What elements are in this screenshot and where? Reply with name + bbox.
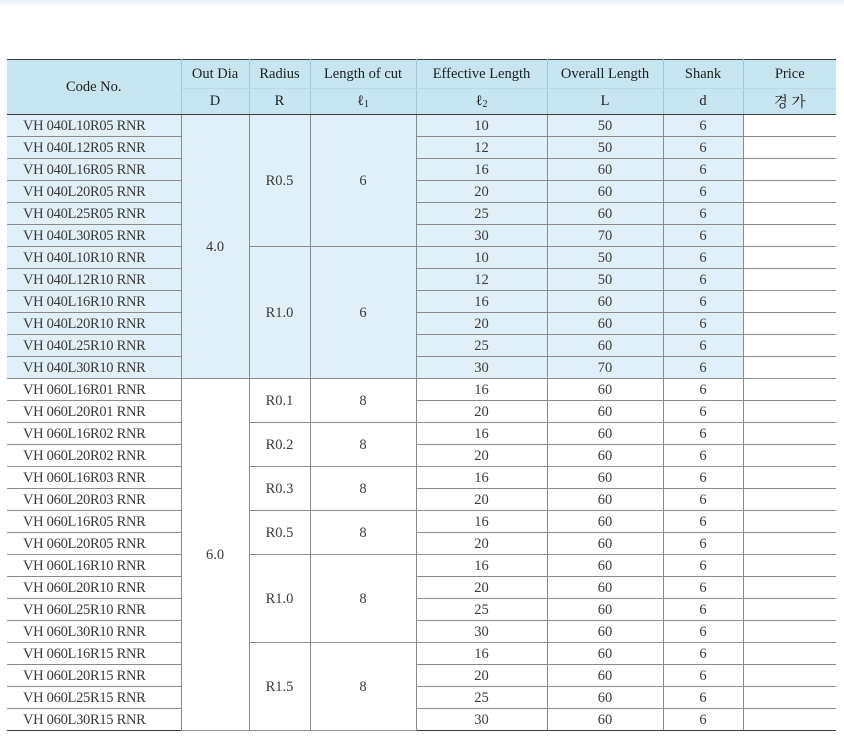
effective-length-cell: 10	[416, 115, 547, 137]
code-cell: VH 060L20R05 RNR	[7, 533, 181, 555]
shank-cell: 6	[663, 115, 743, 137]
code-cell: VH 060L16R03 RNR	[7, 467, 181, 489]
table-row	[7, 423, 836, 445]
table-row	[7, 687, 836, 709]
effective-length-cell: 30	[416, 621, 547, 643]
table-row	[7, 115, 836, 137]
ell-symbol: ℓ	[475, 93, 483, 109]
price-cell	[743, 489, 836, 511]
radius-cell: R0.3	[249, 467, 310, 511]
length-of-cut-cell: 8	[310, 379, 416, 423]
table-row	[7, 159, 836, 181]
radius-cell: R0.1	[249, 379, 310, 423]
code-cell: VH 060L20R15 RNR	[7, 665, 181, 687]
price-cell	[743, 115, 836, 137]
overall-length-cell: 60	[547, 621, 663, 643]
top-decorative-band	[0, 0, 844, 6]
overall-length-cell: 50	[547, 269, 663, 291]
radius-cell: R0.5	[249, 511, 310, 555]
table-row	[7, 225, 836, 247]
table-row	[7, 379, 836, 401]
effective-length-cell: 20	[416, 489, 547, 511]
length-of-cut-cell: 6	[310, 115, 416, 247]
price-cell	[743, 379, 836, 401]
shank-cell: 6	[663, 467, 743, 489]
overall-length-cell: 50	[547, 137, 663, 159]
code-cell: VH 060L20R01 RNR	[7, 401, 181, 423]
effective-length-cell: 30	[416, 709, 547, 731]
price-cell	[743, 621, 836, 643]
price-cell	[743, 423, 836, 445]
shank-cell: 6	[663, 489, 743, 511]
code-cell: VH 060L16R10 RNR	[7, 555, 181, 577]
shank-cell: 6	[663, 533, 743, 555]
code-cell: VH 060L16R05 RNR	[7, 511, 181, 533]
price-cell	[743, 555, 836, 577]
length-of-cut-cell: 6	[310, 247, 416, 379]
code-cell: VH 040L30R10 RNR	[7, 357, 181, 379]
length-of-cut-cell: 8	[310, 643, 416, 731]
effective-length-cell: 30	[416, 357, 547, 379]
effective-length-cell: 20	[416, 181, 547, 203]
overall-length-cell: 60	[547, 203, 663, 225]
effective-length-cell: 20	[416, 533, 547, 555]
code-cell: VH 060L25R10 RNR	[7, 599, 181, 621]
shank-cell: 6	[663, 247, 743, 269]
header-overall-length-symbol: L	[547, 89, 663, 115]
out-dia-cell: 6.0	[181, 379, 249, 731]
effective-length-cell: 16	[416, 379, 547, 401]
effective-length-cell: 25	[416, 687, 547, 709]
header-shank-symbol: d	[663, 89, 743, 115]
price-cell	[743, 181, 836, 203]
table-row	[7, 599, 836, 621]
shank-cell: 6	[663, 291, 743, 313]
header-out-dia: Out Dia	[181, 60, 249, 89]
table-body	[7, 115, 836, 731]
effective-length-cell: 16	[416, 291, 547, 313]
code-cell: VH 040L16R10 RNR	[7, 291, 181, 313]
overall-length-cell: 60	[547, 335, 663, 357]
effective-length-cell: 25	[416, 599, 547, 621]
effective-length-cell: 12	[416, 269, 547, 291]
effective-length-cell: 16	[416, 643, 547, 665]
table-row	[7, 467, 836, 489]
table-row	[7, 489, 836, 511]
shank-cell: 6	[663, 423, 743, 445]
shank-cell: 6	[663, 665, 743, 687]
price-cell	[743, 137, 836, 159]
shank-cell: 6	[663, 511, 743, 533]
overall-length-cell: 60	[547, 599, 663, 621]
shank-cell: 6	[663, 225, 743, 247]
shank-cell: 6	[663, 203, 743, 225]
code-cell: VH 060L30R15 RNR	[7, 709, 181, 731]
overall-length-cell: 60	[547, 291, 663, 313]
header-effective-length-symbol	[416, 89, 547, 115]
table-row	[7, 709, 836, 731]
price-cell	[743, 467, 836, 489]
table-row	[7, 291, 836, 313]
header-code-no: Code No.	[7, 60, 181, 115]
overall-length-cell: 60	[547, 577, 663, 599]
overall-length-cell: 60	[547, 533, 663, 555]
code-cell: VH 060L20R02 RNR	[7, 445, 181, 467]
table-row	[7, 577, 836, 599]
code-cell: VH 040L20R10 RNR	[7, 313, 181, 335]
code-cell: VH 040L12R05 RNR	[7, 137, 181, 159]
shank-cell: 6	[663, 555, 743, 577]
length-of-cut-cell: 8	[310, 555, 416, 643]
price-cell	[743, 577, 836, 599]
table-row	[7, 621, 836, 643]
overall-length-cell: 60	[547, 643, 663, 665]
price-cell	[743, 511, 836, 533]
table-row	[7, 313, 836, 335]
overall-length-cell: 60	[547, 181, 663, 203]
code-cell: VH 060L16R02 RNR	[7, 423, 181, 445]
shank-cell: 6	[663, 445, 743, 467]
price-cell	[743, 247, 836, 269]
overall-length-cell: 60	[547, 665, 663, 687]
price-cell	[743, 687, 836, 709]
price-cell	[743, 291, 836, 313]
price-cell	[743, 665, 836, 687]
effective-length-cell: 16	[416, 423, 547, 445]
overall-length-cell: 60	[547, 379, 663, 401]
effective-length-cell: 16	[416, 511, 547, 533]
code-cell: VH 060L25R15 RNR	[7, 687, 181, 709]
effective-length-cell: 10	[416, 247, 547, 269]
radius-cell: R0.2	[249, 423, 310, 467]
length-of-cut-cell: 8	[310, 467, 416, 511]
table-row	[7, 137, 836, 159]
table-row	[7, 247, 836, 269]
code-cell: VH 060L20R03 RNR	[7, 489, 181, 511]
shank-cell: 6	[663, 357, 743, 379]
code-cell: VH 040L25R10 RNR	[7, 335, 181, 357]
overall-length-cell: 50	[547, 247, 663, 269]
table-row	[7, 203, 836, 225]
header-shank: Shank	[663, 60, 743, 89]
effective-length-cell: 30	[416, 225, 547, 247]
header-radius-symbol: R	[249, 89, 310, 115]
code-cell: VH 060L16R01 RNR	[7, 379, 181, 401]
price-cell	[743, 643, 836, 665]
price-cell	[743, 709, 836, 731]
table-row	[7, 665, 836, 687]
code-cell: VH 040L25R05 RNR	[7, 203, 181, 225]
shank-cell: 6	[663, 621, 743, 643]
price-cell	[743, 401, 836, 423]
table-header	[7, 60, 836, 115]
subscript: 2	[482, 99, 488, 110]
effective-length-cell: 20	[416, 577, 547, 599]
shank-cell: 6	[663, 269, 743, 291]
effective-length-cell: 20	[416, 401, 547, 423]
overall-length-cell: 60	[547, 555, 663, 577]
radius-cell: R0.5	[249, 115, 310, 247]
effective-length-cell: 16	[416, 159, 547, 181]
table-row	[7, 643, 836, 665]
effective-length-cell: 20	[416, 665, 547, 687]
ell-symbol: ℓ	[357, 93, 364, 109]
overall-length-cell: 60	[547, 313, 663, 335]
table-row	[7, 511, 836, 533]
price-cell	[743, 357, 836, 379]
shank-cell: 6	[663, 181, 743, 203]
table-row	[7, 445, 836, 467]
table-row	[7, 357, 836, 379]
code-cell: VH 040L10R05 RNR	[7, 115, 181, 137]
price-cell	[743, 445, 836, 467]
effective-length-cell: 25	[416, 203, 547, 225]
table-row	[7, 181, 836, 203]
effective-length-cell: 12	[416, 137, 547, 159]
overall-length-cell: 60	[547, 445, 663, 467]
header-out-dia-symbol: D	[181, 89, 249, 115]
overall-length-cell: 60	[547, 159, 663, 181]
radius-cell: R1.5	[249, 643, 310, 731]
code-cell: VH 040L30R05 RNR	[7, 225, 181, 247]
spec-table	[7, 59, 836, 731]
length-of-cut-cell: 8	[310, 511, 416, 555]
price-cell	[743, 335, 836, 357]
header-length-of-cut: Length of cut	[310, 60, 416, 89]
effective-length-cell: 20	[416, 313, 547, 335]
radius-cell: R1.0	[249, 247, 310, 379]
shank-cell: 6	[663, 687, 743, 709]
effective-length-cell: 20	[416, 445, 547, 467]
overall-length-cell: 60	[547, 511, 663, 533]
price-cell	[743, 225, 836, 247]
overall-length-cell: 70	[547, 225, 663, 247]
price-cell	[743, 533, 836, 555]
radius-cell: R1.0	[249, 555, 310, 643]
overall-length-cell: 60	[547, 489, 663, 511]
header-effective-length: Effective Length	[416, 60, 547, 89]
price-cell	[743, 159, 836, 181]
effective-length-cell: 25	[416, 335, 547, 357]
header-radius: Radius	[249, 60, 310, 89]
overall-length-cell: 50	[547, 115, 663, 137]
code-cell: VH 040L20R05 RNR	[7, 181, 181, 203]
overall-length-cell: 70	[547, 357, 663, 379]
shank-cell: 6	[663, 379, 743, 401]
table-row	[7, 335, 836, 357]
shank-cell: 6	[663, 137, 743, 159]
shank-cell: 6	[663, 577, 743, 599]
shank-cell: 6	[663, 599, 743, 621]
table-row	[7, 269, 836, 291]
code-cell: VH 040L12R10 RNR	[7, 269, 181, 291]
code-cell: VH 040L16R05 RNR	[7, 159, 181, 181]
shank-cell: 6	[663, 709, 743, 731]
table-row	[7, 401, 836, 423]
overall-length-cell: 60	[547, 709, 663, 731]
overall-length-cell: 60	[547, 423, 663, 445]
code-cell: VH 040L10R10 RNR	[7, 247, 181, 269]
shank-cell: 6	[663, 643, 743, 665]
header-price: Price	[743, 60, 836, 89]
header-length-of-cut-symbol	[310, 89, 416, 115]
price-cell	[743, 313, 836, 335]
out-dia-cell: 4.0	[181, 115, 249, 379]
shank-cell: 6	[663, 401, 743, 423]
price-cell	[743, 269, 836, 291]
shank-cell: 6	[663, 335, 743, 357]
effective-length-cell: 16	[416, 555, 547, 577]
effective-length-cell: 16	[416, 467, 547, 489]
code-cell: VH 060L20R10 RNR	[7, 577, 181, 599]
price-cell	[743, 599, 836, 621]
overall-length-cell: 60	[547, 467, 663, 489]
table-row	[7, 533, 836, 555]
table-row	[7, 555, 836, 577]
subscript: 1	[363, 99, 369, 110]
shank-cell: 6	[663, 313, 743, 335]
shank-cell: 6	[663, 159, 743, 181]
overall-length-cell: 60	[547, 687, 663, 709]
price-cell	[743, 203, 836, 225]
length-of-cut-cell: 8	[310, 423, 416, 467]
header-price-subtitle: 경 가	[743, 89, 836, 115]
code-cell: VH 060L16R15 RNR	[7, 643, 181, 665]
overall-length-cell: 60	[547, 401, 663, 423]
header-overall-length: Overall Length	[547, 60, 663, 89]
code-cell: VH 060L30R10 RNR	[7, 621, 181, 643]
